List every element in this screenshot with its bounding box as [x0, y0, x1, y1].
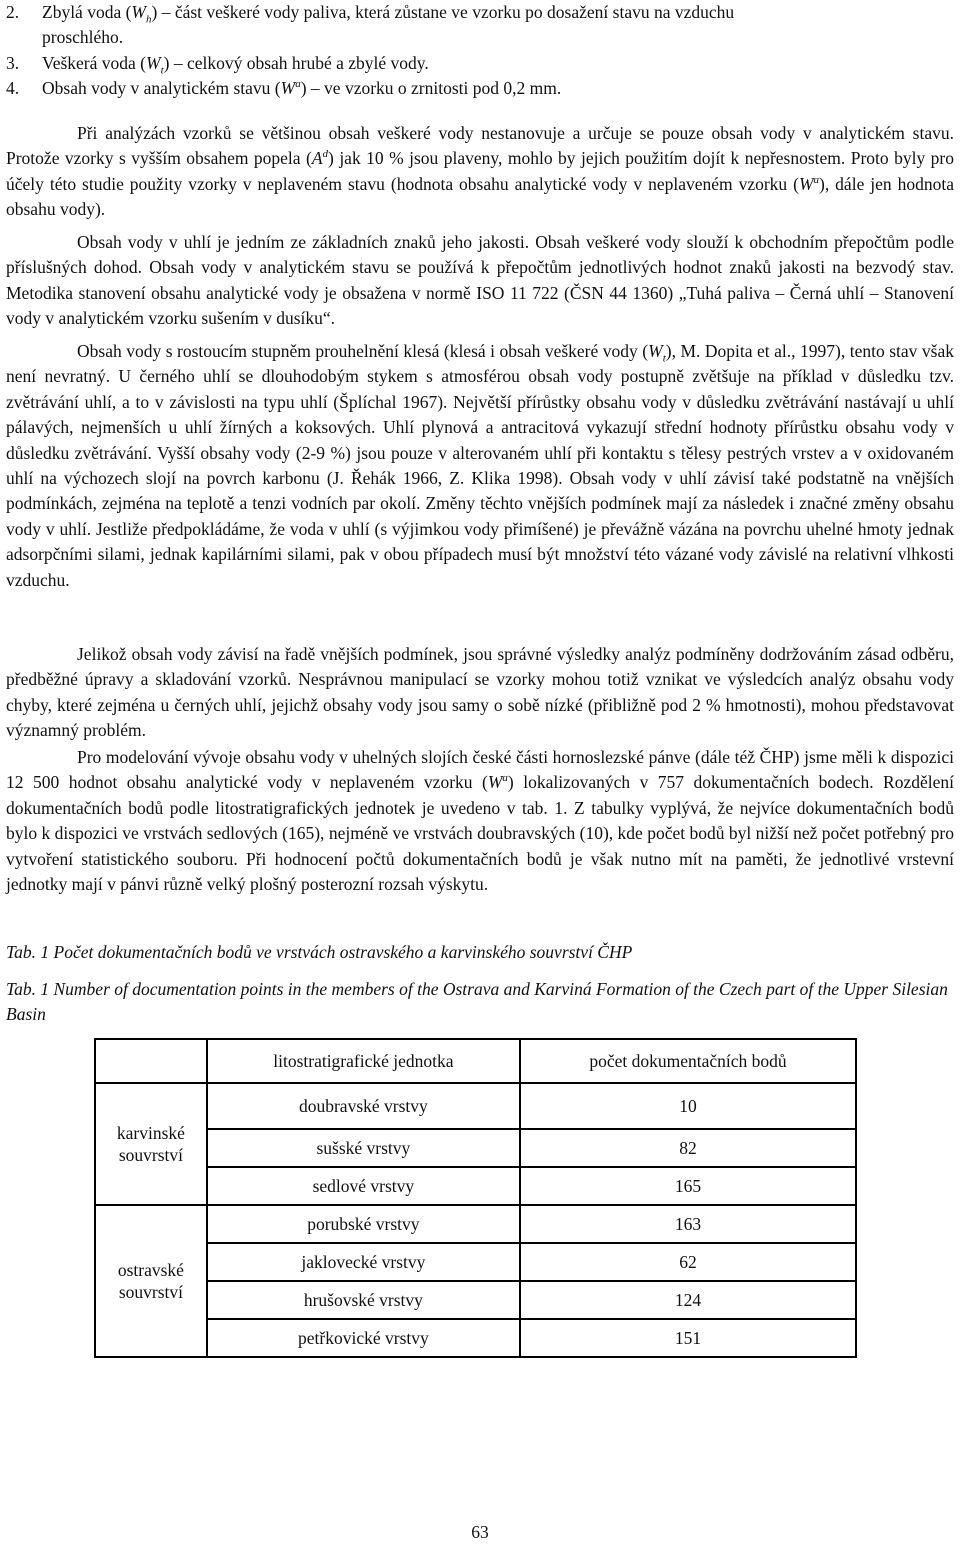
list-item	[6, 51, 956, 76]
paragraph: Pro modelování vývoje obsahu vody v uhelných slojích české části hornoslezské pánve (dále též ČHP) jsme měli k dispozici 12 500 hodnot obsahu analytické vody v neplaveném vzorku $(W^a)$ lokalizovaných v 757 dokumentačních bodech. Rozdělení dokumentačních bodů podle litostratigrafických jednotek je uvedeno v tab. 1. Z tabulky vyplývá, že nejvíce dokumentačních bodů bylo k dispozici ve vrstvách sedlových (165), nejméně ve vrstvách doubravských (10), kde počet bodů byl nižší než počet potřebný pro vytvoření statistického souboru. Při hodnocení počtů dokumentačních bodů je však nutno mít na paměti, že jednotlivé vrstevní jednotky mají v pánvi různě velký plošný posterozní rozsah výskytu.	[6, 747, 954, 895]
paragraph: Obsah vody s rostoucím stupněm prouhelnění klesá (klesá i obsah veškeré vody $(W_t)$, M. Dopita et al., 1997), tento stav však není nevratný. U černého uhlí se dlouhodobým stykem s atmosférou obsah vody postupně zvětšuje na příklad v důsledku tzv. zvětrávání uhlí, a to v závislosti na typu uhlí (Šplíchal 1967). Největší přírůstky obsahu vody v důsledku zvětrávání nastávají u uhlí pálavých, nejmenších u uhlí žírných a koksových. Uhlí plynová a antracitová vykazují střední hodnoty přírůstku obsahu vody v důsledku zvětrávání. Vyšší obsahy vody (2-9 %) jsou pouze v alterovaném uhlí při kontaktu s tělesy pestrých vrstev a v oxidovaném uhlí na výchozech slojí na povrch karbonu (J. Řehák 1966, Z. Klika 1998). Obsah vody v uhlí závisí také podstatně na vnějších podmínkách, zejména na teplotě a tenzi vodních par okolí. Změny těchto vnějších podmínek mají za následek i značné změny obsahu vody v uhlí. Jestliže předpokládáme, že voda v uhlí (s výjimkou vody přimíšené) je převážně vázána na povrchu uhelné hmoty jednak adsorpčními silami, jednak kapilárními silami, pak v obou případech musí být množství této vázané vody závislé na relativní vlhkosti vzduchu.	[6, 341, 954, 590]
table-row	[95, 1281, 856, 1319]
unit-cell: petřkovické vrstvy	[207, 1319, 520, 1357]
unit-cell: hrušovské vrstvy	[207, 1281, 520, 1319]
table-row	[95, 1167, 856, 1205]
list-text: Zbylá voda $(W_h)$ – část veškeré vody paliva, která zůstane ve vzorku po dosažení stavu na vzduchu proschlého.	[42, 2, 735, 48]
count-cell: 151	[520, 1319, 856, 1357]
formation-cell: karvinské souvrství	[95, 1083, 207, 1205]
table-row	[95, 1243, 856, 1281]
list-number: 3.	[6, 52, 20, 73]
definition-list	[6, 0, 956, 102]
count-cell: 10	[520, 1083, 856, 1129]
count-cell: 163	[520, 1205, 856, 1243]
list-text: Obsah vody v analytickém stavu $(W^a)$ – ve vzorku o zrnitosti pod 0,2 mm.	[42, 78, 562, 99]
paragraph: Při analýzách vzorků se většinou obsah veškeré vody nestanovuje a určuje se pouze obsah vody v analytickém stavu. Protože vzorky s vyšším obsahem popela $(A^d)$ jak 10 % jsou plaveny, mohlo by jejich použitím dojít k nepřesnostem. Proto byly pro účely této studie použity vzorky v neplaveném stavu (hodnota obsahu analytické vody v neplaveném vzorku $(W^a)$, dále jen hodnota obsahu vody).	[6, 123, 954, 220]
table-header-row	[95, 1039, 856, 1083]
formation-cell: ostravské souvrství	[95, 1205, 207, 1357]
table-row	[95, 1129, 856, 1167]
table-row	[95, 1205, 856, 1243]
list-number: 4.	[6, 78, 20, 99]
paragraph: Jelikož obsah vody závisí na řadě vnějších podmínek, jsou správné výsledky analýz podmíněny dodržováním zásad odběru, předběžné úpravy a skladování vzorků. Nesprávnou manipulací se vzorky mohou totiž vznikat ve výsledcích analýz obsahu vody chyby, které zejména u černých uhlí, jejichž obsahy vody jsou samy o sobě nízké (přibližně pod 2 % hmotnosti), mohou představovat významný problém.	[6, 644, 954, 741]
unit-cell: doubravské vrstvy	[207, 1083, 520, 1129]
table-header: litostratigrafické jednotka	[207, 1039, 520, 1083]
documentation-points-table	[94, 1038, 857, 1358]
count-cell: 124	[520, 1281, 856, 1319]
unit-cell: sušské vrstvy	[207, 1129, 520, 1167]
table-header-empty	[95, 1039, 207, 1083]
unit-cell: porubské vrstvy	[207, 1205, 520, 1243]
count-cell: 82	[520, 1129, 856, 1167]
count-cell: 62	[520, 1243, 856, 1281]
table-caption-cz: Tab. 1 Počet dokumentačních bodů ve vrstvách ostravského a karvinského souvrství ČHP	[6, 942, 633, 962]
unit-cell: sedlové vrstvy	[207, 1167, 520, 1205]
list-item	[6, 0, 956, 51]
paragraph: Obsah vody v uhlí je jedním ze základních znaků jeho jakosti. Obsah veškeré vody slouží k obchodním přepočtům podle příslušných dohod. Obsah vody v analytickém stavu se používá k přepočtům jednotlivých hodnot znaků jakosti na bezvodý stav. Metodika stanovení obsahu analytické vody je obsažena v normě ISO 11 722 (ČSN 44 1360) „Tuhá paliva – Černá uhlí – Stanovení vody v analytickém vzorku sušením v dusíku“.	[6, 232, 954, 329]
count-cell: 165	[520, 1167, 856, 1205]
table-header: počet dokumentačních bodů	[520, 1039, 856, 1083]
list-item	[6, 76, 956, 101]
list-text: Veškerá voda $(W_t)$ – celkový obsah hrubé a zbylé vody.	[42, 52, 429, 77]
list-number: 2.	[6, 2, 20, 22]
page-number: 63	[471, 1522, 489, 1542]
table-caption-en: Tab. 1 Number of documentation points in the members of the Ostrava and Karviná Formation of the Czech part of the Upper Silesian Basin	[6, 979, 948, 1025]
table-row	[95, 1083, 856, 1129]
unit-cell: jaklovecké vrstvy	[207, 1243, 520, 1281]
table-row	[95, 1319, 856, 1357]
